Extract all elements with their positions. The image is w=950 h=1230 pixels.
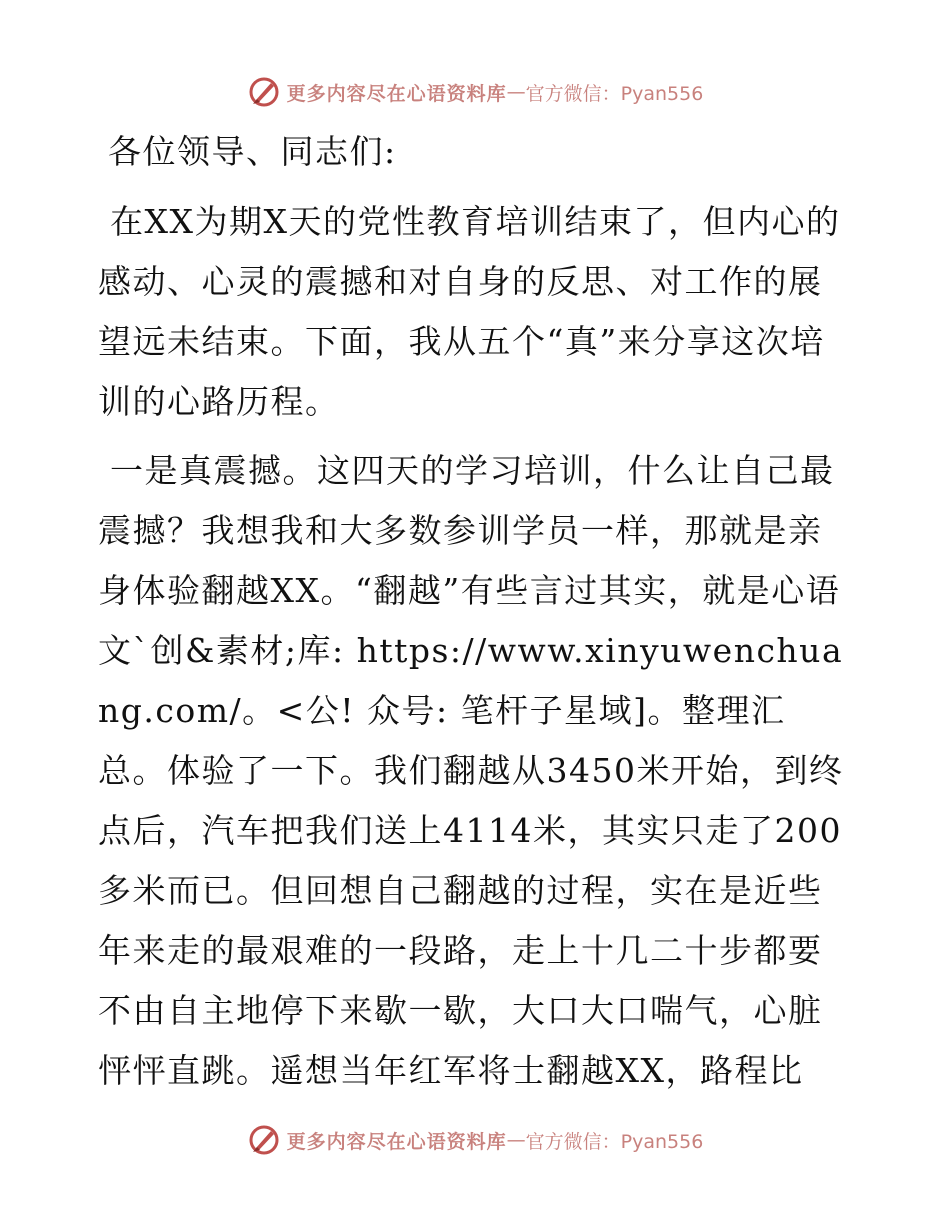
greeting: 各位领导、同志们: (108, 132, 397, 171)
banner-account: 官方微信：Pyan556 (525, 82, 704, 105)
document-body (98, 122, 854, 1110)
footer-banner (0, 1120, 950, 1160)
banner-separator: — (506, 1129, 526, 1151)
header-banner (0, 72, 950, 112)
paragraph-intro: 在XX为期X天的党性教育培训结束了，但内心的感动、心灵的震撼和对自身的反思、对工作的展望远未结束。下面，我从五个“真”来分享这次培训的心路历程。 (98, 202, 841, 421)
banner-text: 更多内容尽在心语资料库 (286, 1130, 507, 1153)
paragraph-first-point: 一是真震撼。这四天的学习培训，什么让自己最震撼？我想我和大多数参训学员一样，那就是亲身体验翻越XX。“翻越”有些言过其实，就是心语文`创&素材;库: https://www.xinyuwenchuang.com/。<公! 众号: 笔杆子星域]。整理汇总。体验了一下。我们翻越从3450米开始，到终点后，汽车把我们送上4114米，其实只走了200多米而已。但回想自己翻越的过程，实在是近些年来走的最艰难的一段路，走上十几二十步都要不由自主地停下来歇一歇，大口大口喘气，心脏怦怦直跳。遥想当年红军将士翻越XX，路程比 (98, 451, 844, 1090)
quill-logo-icon (247, 1123, 281, 1157)
banner-account: 官方微信：Pyan556 (525, 1130, 704, 1153)
banner-text: 更多内容尽在心语资料库 (286, 82, 507, 105)
quill-logo-icon (247, 75, 281, 109)
banner-separator: — (506, 81, 526, 103)
